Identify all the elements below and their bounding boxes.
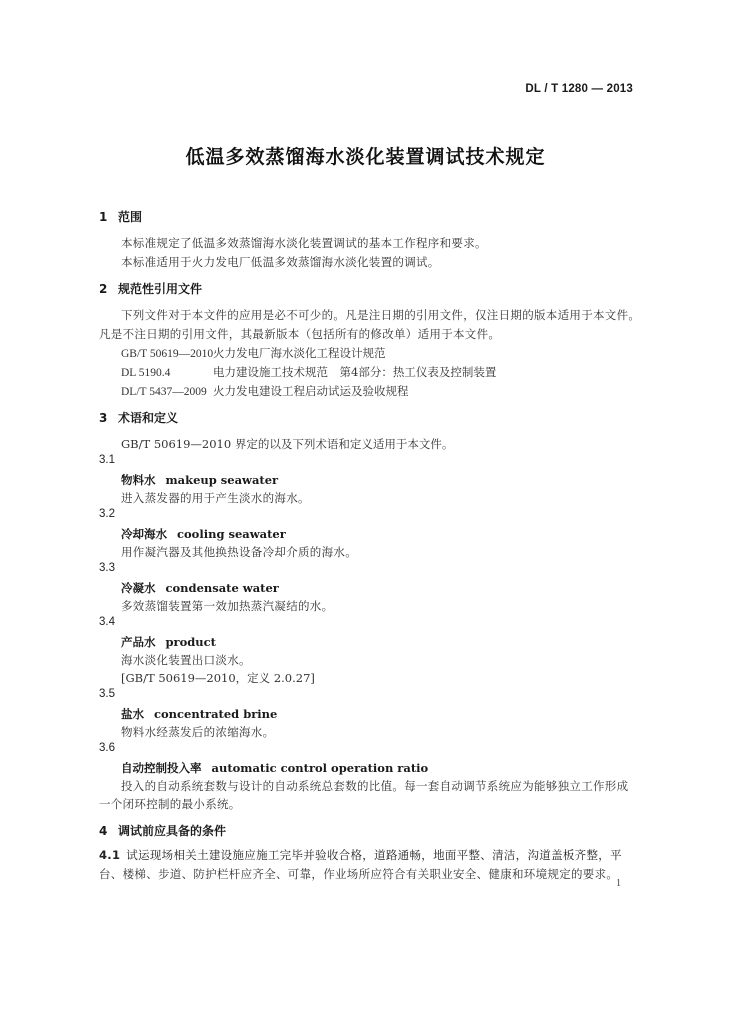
reference-title: 火力发电厂海水淡化工程设计规范	[213, 346, 386, 360]
reference-item	[121, 364, 496, 380]
term-definition: 多效蒸馏装置第一效加热蒸汽凝结的水。	[121, 599, 334, 613]
reference-code: DL 5190.4	[121, 367, 171, 379]
section-2-title: 规范性引用文件	[118, 282, 203, 296]
term-heading	[121, 580, 279, 596]
term-chinese: 盐水	[121, 707, 144, 721]
clause-number: 3.4	[99, 616, 115, 628]
reference-item	[121, 383, 409, 399]
section-1-paragraph-2: 本标准适用于火力发电厂低温多效蒸馏海水淡化装置的调试。	[121, 255, 440, 269]
term-definition: 物料水经蒸发后的浓缩海水。	[121, 725, 275, 739]
term-chinese: 产品水	[121, 635, 156, 649]
section-2-number: 2	[99, 282, 108, 296]
clause-number: 3.6	[99, 742, 115, 754]
reference-code: GB/T 50619—2010	[121, 348, 214, 360]
section-3-heading	[99, 409, 178, 426]
term-chinese: 冷却海水	[121, 527, 167, 541]
term-english: condensate water	[165, 581, 279, 595]
document-title: 低温多效蒸馏海水淡化装置调试技术规定	[185, 146, 546, 168]
page-number: 1	[616, 878, 621, 889]
section-3-intro: GB/T 50619—2010 界定的以及下列术语和定义适用于本文件。	[121, 437, 454, 451]
term-definition: 进入蒸发器的用于产生淡水的海水。	[121, 491, 310, 505]
term-english: automatic control operation ratio	[211, 761, 429, 775]
term-chinese: 物料水	[121, 473, 156, 487]
term-heading	[121, 634, 216, 650]
reference-item	[121, 345, 386, 361]
term-definition: 用作凝汽器及其他换热设备冷却介质的海水。	[121, 545, 357, 559]
clause-4-1-number: 4.1	[99, 848, 121, 862]
term-english: concentrated brine	[154, 707, 278, 721]
term-source: [GB/T 50619—2010，定义 2.0.27]	[121, 671, 315, 685]
term-definition-line-1: 投入的自动系统套数与设计的自动系统总套数的比值。每一套自动调节系统应为能够独立工作形成	[121, 779, 629, 793]
section-2-heading	[99, 280, 202, 297]
section-1-number: 1	[99, 210, 108, 224]
term-chinese: 自动控制投入率	[121, 761, 202, 775]
term-chinese: 冷凝水	[121, 581, 156, 595]
clause-number: 3.2	[99, 508, 115, 520]
clause-number: 3.5	[99, 688, 115, 700]
standard-code: DL / T 1280 — 2013	[525, 83, 633, 95]
clause-number: 3.3	[99, 562, 115, 574]
section-3-number: 3	[99, 411, 108, 425]
reference-code: DL/T 5437—2009	[121, 386, 207, 398]
reference-title: 电力建设施工技术规范 第4部分：热工仪表及控制装置	[213, 365, 497, 379]
clause-4-1-text: 试运现场相关土建设施应施工完毕并验收合格，道路通畅，地面平整、清洁，沟道盖板齐整，平	[126, 848, 622, 862]
section-4-heading	[99, 822, 226, 839]
term-english: product	[165, 635, 216, 649]
term-heading	[121, 706, 277, 722]
term-heading	[121, 472, 278, 488]
section-1-title: 范围	[118, 210, 143, 224]
clause-4-1-line-1	[99, 847, 622, 863]
term-heading	[121, 526, 286, 542]
section-2-paragraph-line-2: 凡是不注日期的引用文件，其最新版本（包括所有的修改单）适用于本文件。	[99, 327, 501, 341]
section-4-title: 调试前应具备的条件	[118, 824, 227, 838]
section-1-heading	[99, 208, 142, 225]
section-3-title: 术语和定义	[118, 411, 179, 425]
term-english: makeup seawater	[165, 473, 279, 487]
term-english: cooling seawater	[177, 527, 286, 541]
clause-number: 3.1	[99, 454, 115, 466]
section-1-paragraph-1: 本标准规定了低温多效蒸馏海水淡化装置调试的基本工作程序和要求。	[121, 236, 487, 250]
reference-title: 火力发电建设工程启动试运及验收规程	[213, 384, 409, 398]
clause-4-1-line-2: 台、楼梯、步道、防护栏杆应齐全、可靠，作业场所应符合有关职业安全、健康和环境规定的要求。	[99, 867, 619, 881]
term-definition: 海水淡化装置出口淡水。	[121, 653, 251, 667]
section-2-paragraph-line-1: 下列文件对于本文件的应用是必不可少的。凡是注日期的引用文件，仅注日期的版本适用于本文件。	[121, 308, 641, 322]
term-definition-line-2: 一个闭环控制的最小系统。	[99, 797, 241, 811]
term-heading	[121, 760, 428, 776]
section-4-number: 4	[99, 824, 108, 838]
